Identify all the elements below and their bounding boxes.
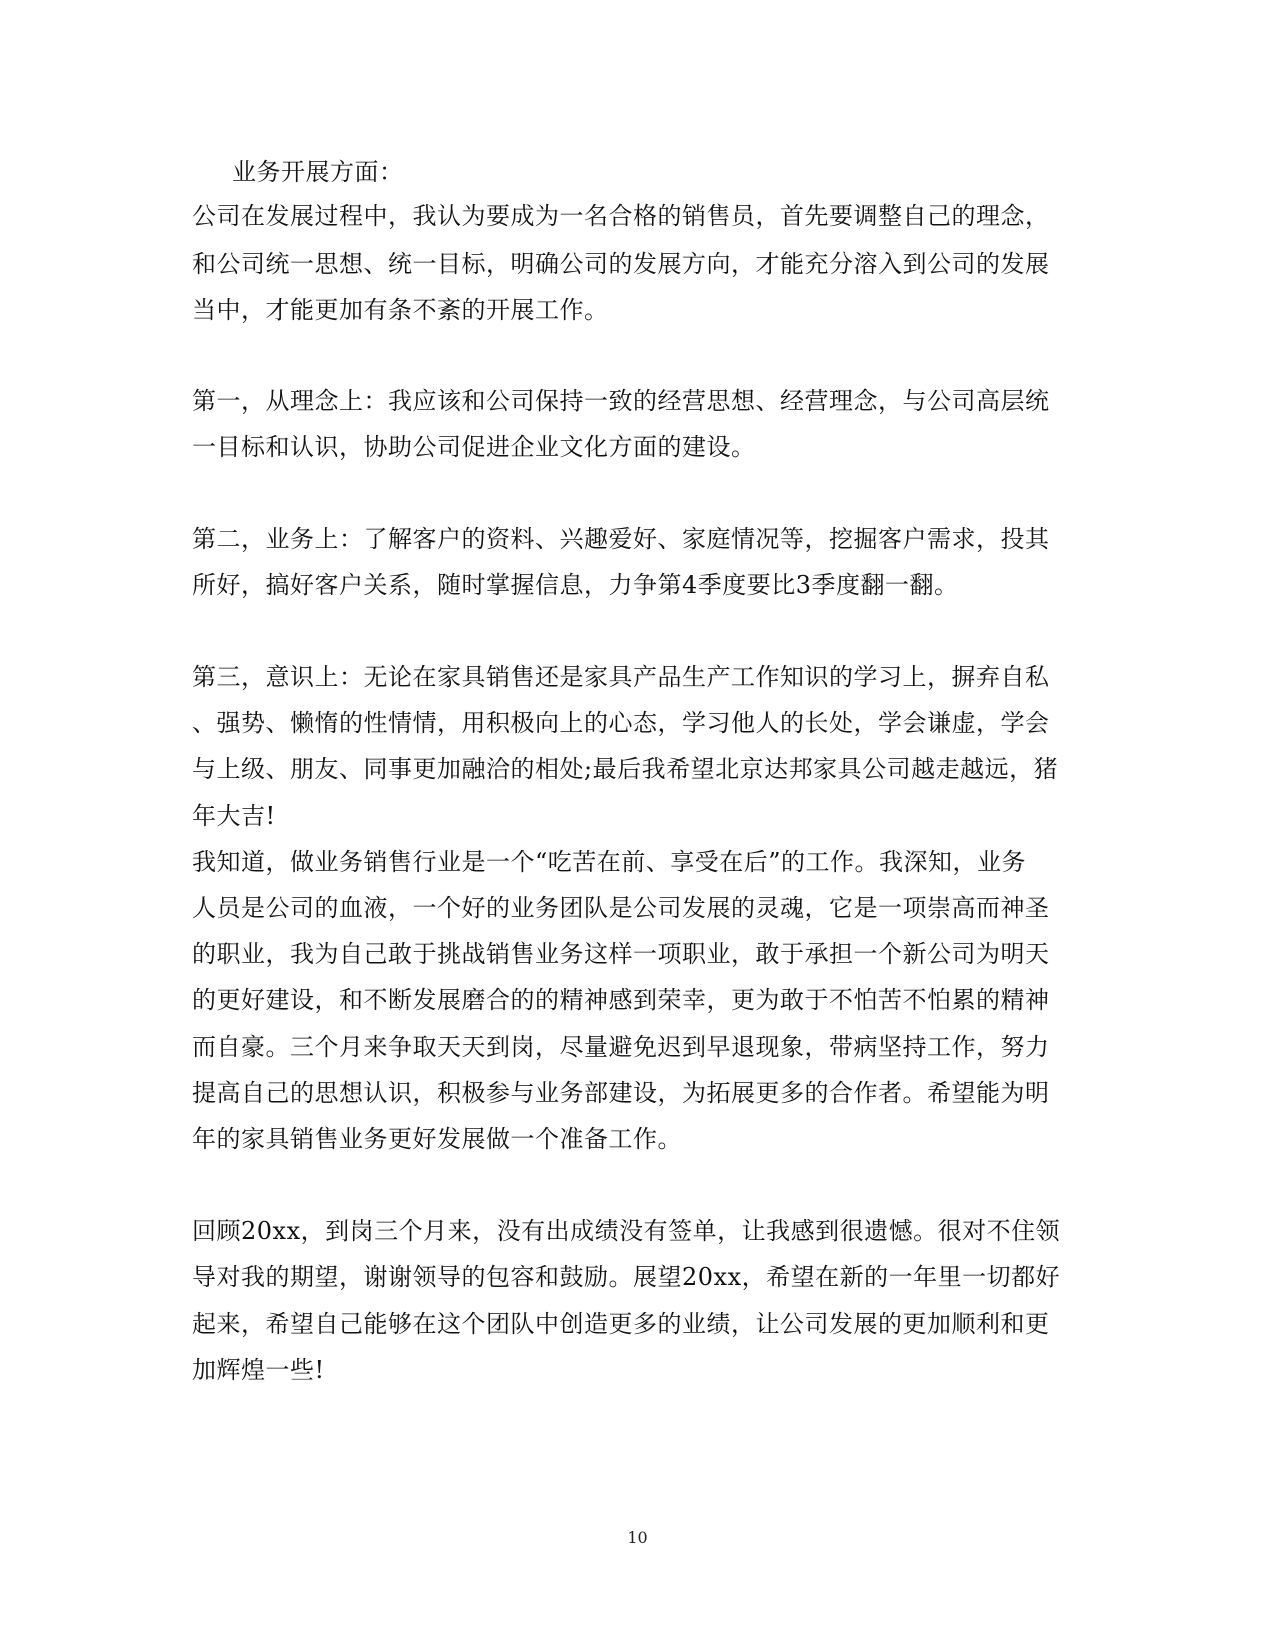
text-line: 回顾20xx，到岗三个月来，没有出成绩没有签单，让我感到很遗憾。很对不住领 bbox=[192, 1217, 1061, 1245]
text-line: 第二，业务上：了解客户的资料、兴趣爱好、家庭情况等，挖掘客户需求，投其 bbox=[192, 525, 1050, 553]
text-line: 的职业，我为自己敢于挑战销售业务这样一项职业，敢于承担一个新公司为明天 bbox=[192, 940, 1050, 968]
text-line: 公司在发展过程中，我认为要成为一名合格的销售员，首先要调整自己的理念， bbox=[192, 202, 1050, 230]
text-line: 提高自己的思想认识，积极参与业务部建设，为拓展更多的合作者。希望能为明 bbox=[192, 1079, 1050, 1107]
text-line: 的更好建设，和不断发展磨合的的精神感到荣幸，更为敢于不怕苦不怕累的精神 bbox=[192, 986, 1050, 1014]
text-line: 我知道，做业务销售行业是一个“吃苦在前、享受在后”的工作。我深知，业务 bbox=[192, 848, 1027, 876]
text-line: 与上级、朋友、同事更加融洽的相处;最后我希望北京达邦家具公司越走越远，猪 bbox=[192, 755, 1059, 783]
text-line: 而自豪。三个月来争取天天到岗，尽量避免迟到早退现象，带病坚持工作，努力 bbox=[192, 1033, 1050, 1061]
text-line: 、强势、懒惰的性情情，用积极向上的心态，学习他人的长处，学会谦虚，学会 bbox=[192, 709, 1050, 737]
text-line: 当中，才能更加有条不紊的开展工作。 bbox=[192, 296, 609, 324]
text-line: 所好，搞好客户关系，随时掌握信息，力争第4季度要比3季度翻一翻。 bbox=[192, 571, 959, 599]
text-line: 一目标和认识，协助公司促进企业文化方面的建设。 bbox=[192, 433, 756, 461]
section-heading: 业务开展方面： bbox=[232, 158, 404, 186]
text-line: 加辉煌一些! bbox=[192, 1356, 325, 1384]
text-line: 第三，意识上：无论在家具销售还是家具产品生产工作知识的学习上，摒弃自私 bbox=[192, 663, 1050, 691]
text-line: 第一，从理念上：我应该和公司保持一致的经营思想、经营理念，与公司高层统 bbox=[192, 387, 1050, 415]
text-line: 年大吉! bbox=[192, 802, 276, 830]
text-line: 年的家具销售业务更好发展做一个准备工作。 bbox=[192, 1125, 682, 1153]
text-line: 导对我的期望，谢谢领导的包容和鼓励。展望20xx，希望在新的一年里一切都好 bbox=[192, 1263, 1061, 1291]
text-line: 起来，希望自己能够在这个团队中创造更多的业绩，让公司发展的更加顺利和更 bbox=[192, 1310, 1050, 1338]
text-line: 和公司统一思想、统一目标，明确公司的发展方向，才能充分溶入到公司的发展 bbox=[192, 250, 1050, 278]
text-line: 人员是公司的血液，一个好的业务团队是公司发展的灵魂，它是一项崇高而神圣 bbox=[192, 894, 1050, 922]
page-number: 10 bbox=[627, 1528, 648, 1547]
